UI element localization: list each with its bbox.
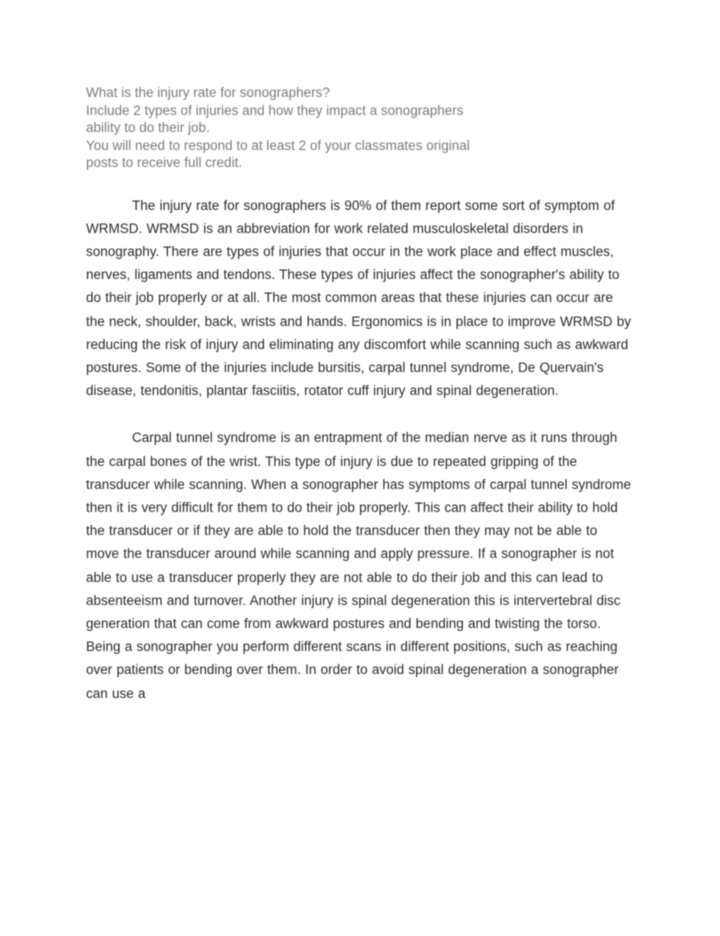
prompt-line-5: posts to receive full credit. xyxy=(86,155,243,170)
assignment-prompt xyxy=(86,84,634,172)
prompt-line-4: You will need to respond to at least 2 of your classmates original xyxy=(86,137,470,153)
body-paragraph-1: The injury rate for sonographers is 90% of them report some sort of symptom of WRMSD. WRMSD is an abbreviation for work related musculoskeletal disorders in sonography. There are types of injuries that occur in the work place and effect muscles, nerves, ligaments and tendons. These types of injuries affect the sonographer's ability to do their job properly or at all. The most common areas that these injuries can occur are the neck, shoulder, back, wrists and hands. Ergonomics is in place to improve WRMSD by reducing the risk of injury and eliminating any discomfort while scanning such as awkward postures. Some of the injuries include bursitis, carpal tunnel syndrome, De Quervain's disease, tendonitis, plantar fasciitis, rotator cuff injury and spinal degeneration. xyxy=(86,197,631,399)
body-paragraph-2: Carpal tunnel syndrome is an entrapment of the median nerve as it runs through the carpal bones of the wrist. This type of injury is due to repeated gripping of the transducer while scanning. When a sonographer has symptoms of carpal tunnel syndrome then it is very difficult for them to do their job properly. This can affect their ability to hold the transducer or if they are able to hold the transducer then they may not be able to move the transducer around while scanning and apply pressure. If a sonographer is not able to use a transducer properly they are not able to do their job and this can lead to absenteeism and turnover. Another injury is spinal degeneration this is intervertebral disc generation that can come from awkward postures and bending and twisting the torso. Being a sonographer you perform different scans in different positions, such as reaching over patients or bending over them. In order to avoid spinal degeneration a sonographer can use a xyxy=(86,430,632,701)
prompt-line-1: What is the injury rate for sonographers? xyxy=(86,85,330,100)
prompt-line-3: ability to do their job. xyxy=(86,120,210,135)
prompt-line-2: Include 2 types of injuries and how they impact a sonographers xyxy=(86,102,464,118)
